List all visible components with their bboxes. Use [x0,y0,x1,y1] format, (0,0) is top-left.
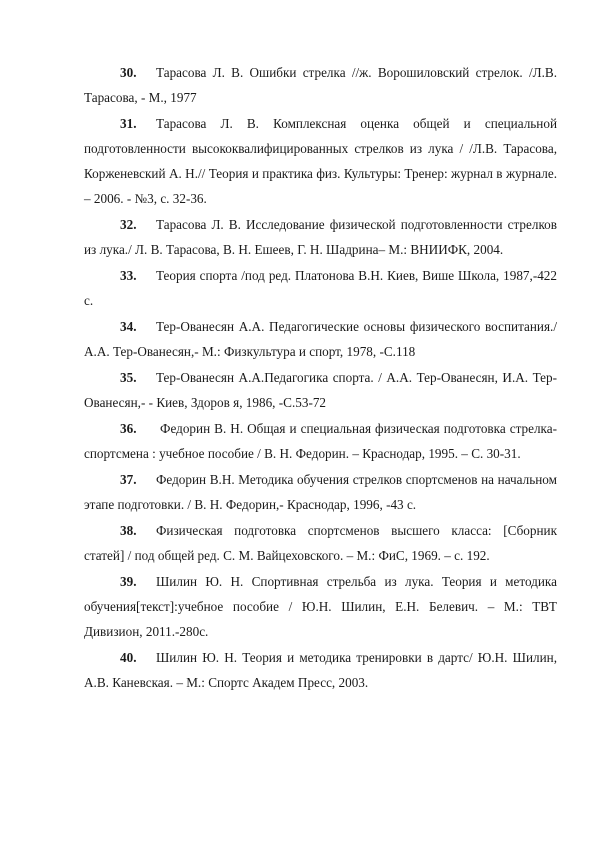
reference-text: Тер-Ованесян А.А.Педагогика спорта. / А.А. Тер-Ованесян, И.А. Тер-Ованесян,- - Киев, Здоров я, 1986, -С.53-72 [84,370,557,410]
reference-entry [84,518,557,568]
reference-entry [84,467,557,517]
reference-text: Федорин В. Н. Общая и специальная физическая подготовка стрелка-спортсмена : учебное пособие / В. Н. Федорин. – Краснодар, 1995. – С. 30-31. [84,421,557,461]
reference-number: 30. [120,65,137,80]
reference-entry [84,569,557,644]
reference-number: 33. [120,268,137,283]
reference-number: 38. [120,523,137,538]
reference-text: Федорин В.Н. Методика обучения стрелков спортсменов на начальном этапе подготовки. / В. Н. Федорин,- Краснодар, 1996, -43 с. [84,472,557,512]
reference-entry [84,365,557,415]
reference-list [84,60,557,696]
reference-entry [84,212,557,262]
reference-number: 37. [120,472,137,487]
reference-text: Шилин Ю. Н. Спортивная стрельба из лука. Теория и методика обучения[текст]:учебное пособие / Ю.Н. Шилин, Е.Н. Белевич. – М.: ТВТ Дивизион, 2011.-280с. [84,574,557,639]
reference-number: 39. [120,574,137,589]
reference-entry [84,263,557,313]
reference-entry [84,645,557,695]
reference-text: Тарасова Л. В. Комплексная оценка общей и специальной подготовленности высококвалифицированных стрелков из лука / /Л.В. Тарасова, Корженевский А. Н.// Теория и практика физ. Культуры: Тренер: журнал в журнале. – 2006. - №3, с. 32-36. [84,116,557,206]
reference-number: 34. [120,319,137,334]
reference-text: Физическая подготовка спортсменов высшего класса: [Сборник статей] / под общей ред. С. М. Вайцеховского. – М.: ФиС, 1969. – с. 192. [84,523,557,563]
reference-entry [84,60,557,110]
reference-text: Теория спорта /под ред. Платонова В.Н. Киев, Више Школа, 1987,-422 с. [84,268,557,308]
reference-text: Тарасова Л. В. Исследование физической подготовленности стрелков из лука./ Л. В. Тарасова, В. Н. Ешеев, Г. Н. Шадрина– М.: ВНИИФК, 2004. [84,217,557,257]
reference-number: 32. [120,217,137,232]
reference-number: 35. [120,370,137,385]
reference-entry [84,314,557,364]
reference-number: 40. [120,650,137,665]
reference-text: Тер-Ованесян А.А. Педагогические основы физического воспитания./ А.А. Тер-Ованесян,- М.: Физкультура и спорт, 1978, -С.118 [84,319,557,359]
reference-entry [84,111,557,211]
reference-text: Тарасова Л. В. Ошибки стрелка //ж. Ворошиловский стрелок. /Л.В. Тарасова, - М., 1977 [84,65,557,105]
reference-number: 31. [120,116,137,131]
reference-entry [84,416,557,466]
reference-text: Шилин Ю. Н. Теория и методика тренировки в дартс/ Ю.Н. Шилин, А.В. Каневская. – М.: Спортс Академ Пресс, 2003. [84,650,557,690]
reference-number: 36. [120,421,137,436]
